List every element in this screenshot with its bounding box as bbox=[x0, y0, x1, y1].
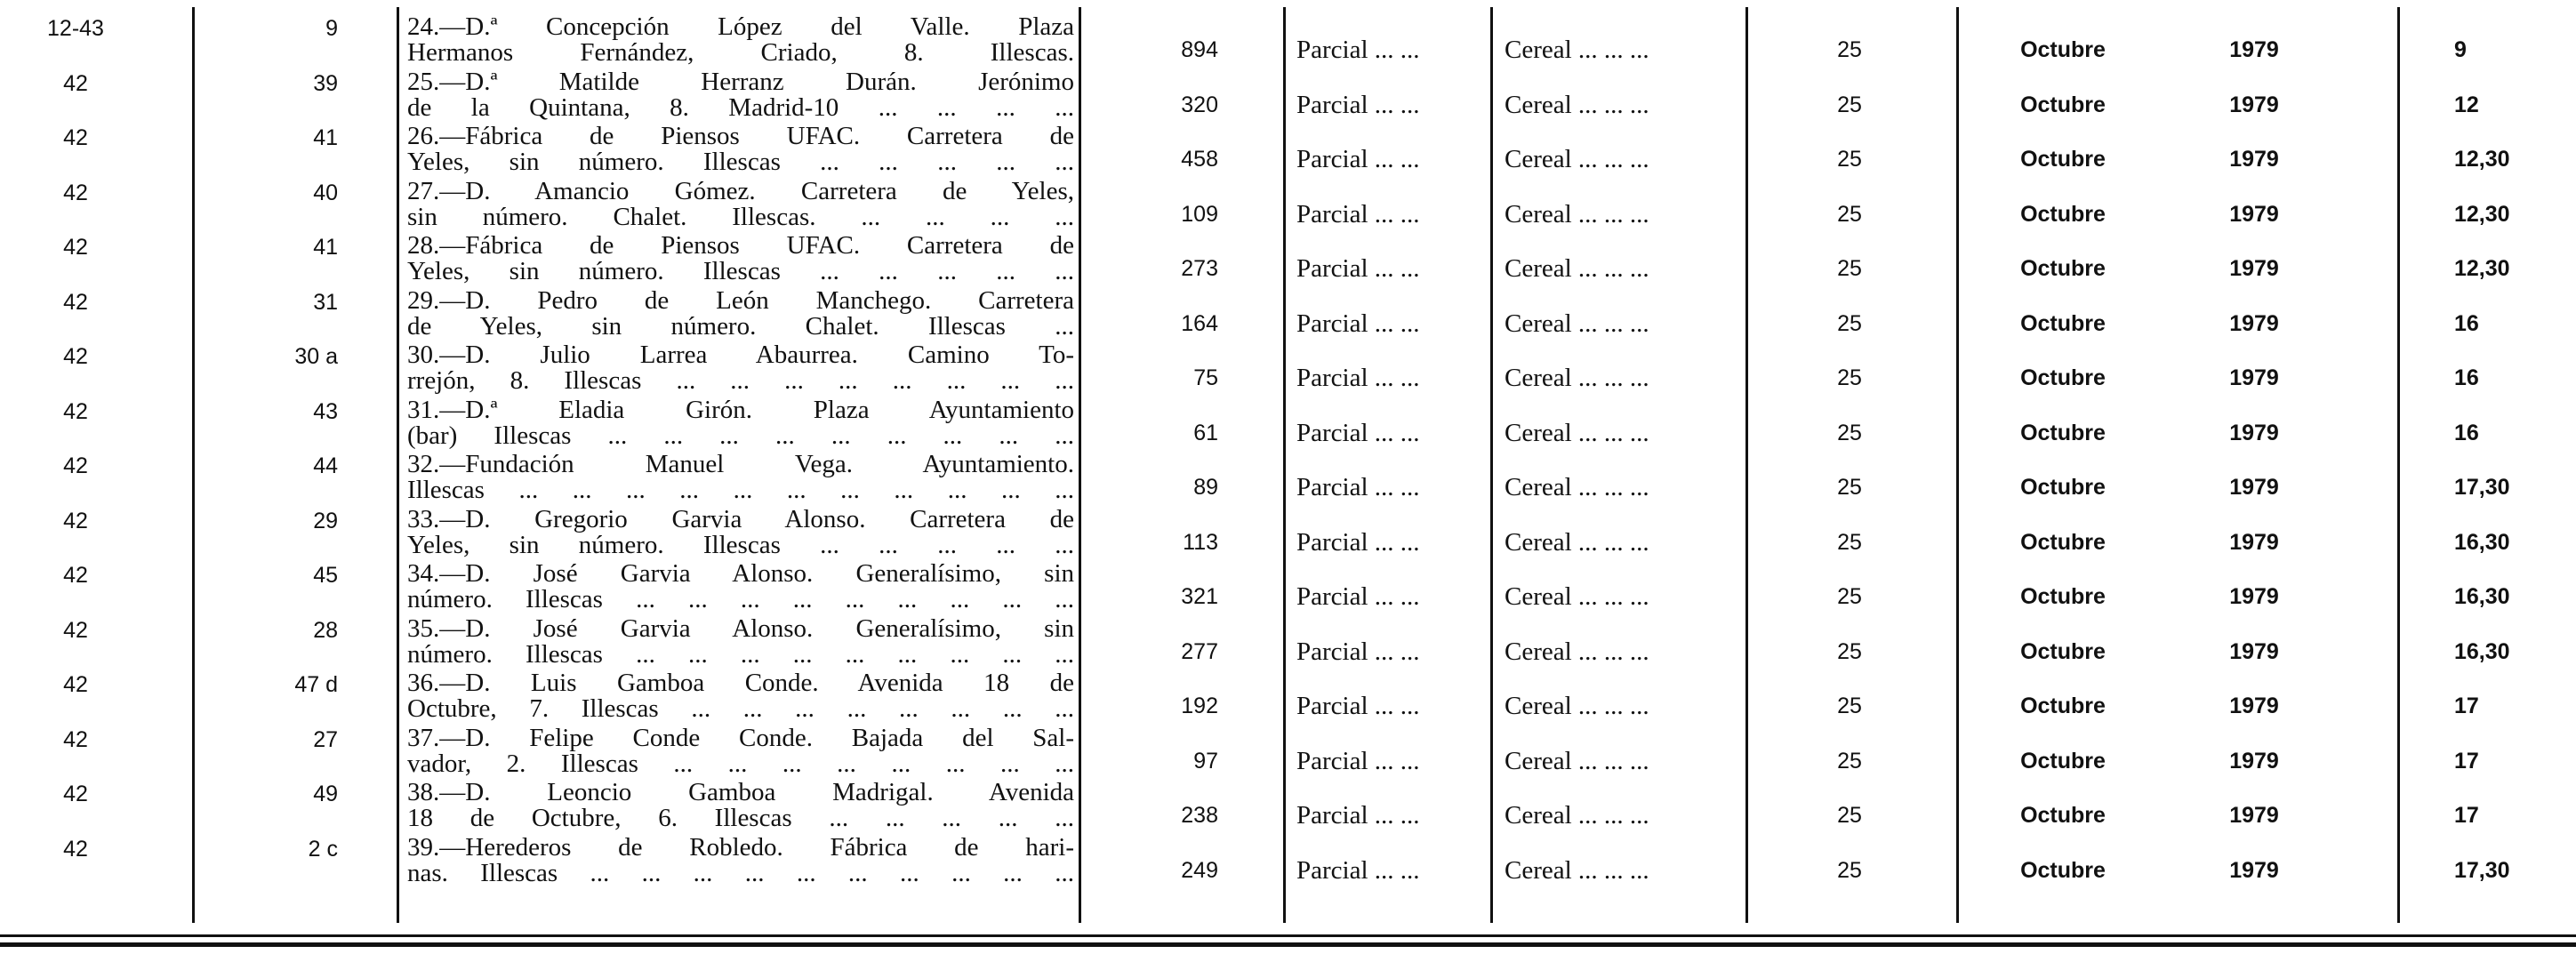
cell-cultivo: Cereal ... ... ... bbox=[1505, 527, 1649, 557]
cell-poligono: 42 bbox=[63, 70, 88, 96]
cell-poligono: 42 bbox=[63, 398, 88, 424]
cell-poligono: 12-43 bbox=[47, 16, 104, 41]
description-line: 18 de Octubre, 6. Illescas ... ... ... ... ... bbox=[407, 806, 1074, 831]
cell-poligono: 42 bbox=[63, 563, 88, 588]
cell-poligono: 42 bbox=[63, 180, 88, 205]
description-line: Yeles, sin número. Illescas ... ... ... ... ... bbox=[407, 259, 1074, 285]
cell-hora: 16,30 bbox=[2454, 638, 2510, 664]
description-line: (bar) Illescas ... ... ... ... ... ... ... ... ... bbox=[407, 422, 1074, 449]
cell-tipo: Parcial ... ... bbox=[1296, 199, 1420, 228]
cell-anio: 1979 bbox=[2229, 256, 2279, 281]
cell-dia: 25 bbox=[1837, 584, 1862, 609]
cell-description bbox=[407, 507, 1074, 558]
description-line: nas. Illescas ... ... ... ... ... ... ... ... ... ... bbox=[407, 860, 1074, 886]
cell-hora: 17 bbox=[2454, 803, 2479, 828]
cell-parcela: 43 bbox=[313, 398, 338, 424]
description-line: número. Illescas ... ... ... ... ... ... ... ... ... bbox=[407, 641, 1074, 668]
cell-cultivo: Cereal ... ... ... bbox=[1505, 90, 1649, 119]
cell-superficie: 320 bbox=[1181, 92, 1218, 117]
cell-tipo: Parcial ... ... bbox=[1296, 527, 1420, 557]
cell-dia: 25 bbox=[1837, 857, 1862, 883]
cell-description bbox=[407, 835, 1074, 886]
cell-parcela: 27 bbox=[313, 726, 338, 752]
cell-cultivo: Cereal ... ... ... bbox=[1505, 36, 1649, 64]
description-line: Yeles, sin número. Illescas ... ... ... ... ... bbox=[407, 532, 1074, 558]
cell-anio: 1979 bbox=[2229, 475, 2279, 500]
cell-tipo: Parcial ... ... bbox=[1296, 855, 1420, 885]
cell-cultivo: Cereal ... ... ... bbox=[1505, 418, 1649, 447]
cell-cultivo: Cereal ... ... ... bbox=[1505, 199, 1649, 228]
description-line: 37.—D. Felipe Conde Conde. Bajada del Sal- bbox=[407, 725, 1074, 751]
cell-hora: 16,30 bbox=[2454, 529, 2510, 555]
cell-poligono: 42 bbox=[63, 672, 88, 697]
cell-mes: Octubre bbox=[2020, 693, 2106, 718]
cell-tipo: Parcial ... ... bbox=[1296, 582, 1420, 611]
cell-tipo: Parcial ... ... bbox=[1296, 692, 1420, 720]
cell-tipo: Parcial ... ... bbox=[1296, 36, 1420, 64]
cell-tipo: Parcial ... ... bbox=[1296, 145, 1420, 173]
description-line: 33.—D. Gregorio Garvia Alonso. Carretera de bbox=[407, 506, 1074, 533]
description-line: 38.—D. Leoncio Gamboa Madrigal. Avenida bbox=[407, 780, 1074, 806]
cell-description bbox=[407, 780, 1074, 831]
cell-description bbox=[407, 69, 1074, 121]
cell-parcela: 31 bbox=[313, 289, 338, 315]
cell-dia: 25 bbox=[1837, 803, 1862, 828]
cell-anio: 1979 bbox=[2229, 529, 2279, 555]
cell-superficie: 109 bbox=[1181, 201, 1218, 227]
cell-mes: Octubre bbox=[2020, 803, 2106, 828]
cell-cultivo: Cereal ... ... ... bbox=[1505, 692, 1649, 720]
cell-description bbox=[407, 342, 1074, 394]
cell-superficie: 89 bbox=[1193, 475, 1218, 500]
cell-hora: 16 bbox=[2454, 365, 2479, 390]
cell-tipo: Parcial ... ... bbox=[1296, 746, 1420, 775]
cell-anio: 1979 bbox=[2229, 693, 2279, 718]
cell-description bbox=[407, 670, 1074, 722]
column-rule bbox=[1079, 7, 1081, 923]
cell-description bbox=[407, 124, 1074, 175]
cell-parcela: 47 d bbox=[294, 672, 338, 697]
description-line: de Yeles, sin número. Chalet. Illescas ... bbox=[407, 313, 1074, 340]
cell-tipo: Parcial ... ... bbox=[1296, 90, 1420, 119]
cell-anio: 1979 bbox=[2229, 201, 2279, 227]
cell-description bbox=[407, 452, 1074, 503]
description-line: Illescas ... ... ... ... ... ... ... ... ... ... ... bbox=[407, 477, 1074, 503]
column-rule bbox=[2397, 7, 2400, 923]
cell-anio: 1979 bbox=[2229, 638, 2279, 664]
cell-dia: 25 bbox=[1837, 638, 1862, 664]
cell-mes: Octubre bbox=[2020, 365, 2106, 390]
cell-superficie: 458 bbox=[1181, 147, 1218, 172]
description-line: 24.—D.ª Concepción López del Valle. Plaza bbox=[407, 14, 1074, 40]
cell-description bbox=[407, 726, 1074, 777]
cell-cultivo: Cereal ... ... ... bbox=[1505, 309, 1649, 338]
cell-mes: Octubre bbox=[2020, 37, 2106, 62]
cell-description bbox=[407, 397, 1074, 449]
cell-mes: Octubre bbox=[2020, 256, 2106, 281]
cell-poligono: 42 bbox=[63, 782, 88, 806]
cell-mes: Octubre bbox=[2020, 638, 2106, 664]
cell-anio: 1979 bbox=[2229, 147, 2279, 172]
cell-anio: 1979 bbox=[2229, 37, 2279, 62]
cell-poligono: 42 bbox=[63, 453, 88, 478]
cell-parcela: 39 bbox=[313, 70, 338, 96]
cell-cultivo: Cereal ... ... ... bbox=[1505, 801, 1649, 830]
cell-dia: 25 bbox=[1837, 748, 1862, 774]
column-rule bbox=[192, 7, 195, 923]
cell-cultivo: Cereal ... ... ... bbox=[1505, 855, 1649, 885]
description-line: de la Quintana, 8. Madrid-10 ... ... ... ... bbox=[407, 94, 1074, 121]
cell-superficie: 894 bbox=[1181, 37, 1218, 62]
cell-parcela: 29 bbox=[313, 508, 338, 533]
cell-superficie: 321 bbox=[1181, 584, 1218, 609]
cell-dia: 25 bbox=[1837, 475, 1862, 500]
description-line: 29.—D. Pedro de León Manchego. Carretera bbox=[407, 287, 1074, 314]
cell-tipo: Parcial ... ... bbox=[1296, 364, 1420, 392]
cell-hora: 9 bbox=[2454, 37, 2467, 62]
cell-tipo: Parcial ... ... bbox=[1296, 254, 1420, 283]
cell-tipo: Parcial ... ... bbox=[1296, 801, 1420, 830]
cell-parcela: 30 a bbox=[294, 344, 338, 369]
cell-cultivo: Cereal ... ... ... bbox=[1505, 364, 1649, 392]
column-rule bbox=[1283, 7, 1286, 923]
cell-anio: 1979 bbox=[2229, 310, 2279, 336]
bottom-rule bbox=[0, 934, 2576, 937]
description-line: 31.—D.ª Eladia Girón. Plaza Ayuntamiento bbox=[407, 397, 1074, 423]
cell-poligono: 42 bbox=[63, 617, 88, 643]
cell-cultivo: Cereal ... ... ... bbox=[1505, 254, 1649, 283]
cell-anio: 1979 bbox=[2229, 584, 2279, 609]
cell-parcela: 41 bbox=[313, 235, 338, 260]
cell-mes: Octubre bbox=[2020, 748, 2106, 774]
cell-dia: 25 bbox=[1837, 147, 1862, 172]
cell-mes: Octubre bbox=[2020, 529, 2106, 555]
column-rule bbox=[1956, 7, 1959, 923]
description-line: número. Illescas ... ... ... ... ... ... ... ... ... bbox=[407, 587, 1074, 613]
description-line: Octubre, 7. Illescas ... ... ... ... ... ... ... ... bbox=[407, 696, 1074, 722]
cell-superficie: 273 bbox=[1181, 256, 1218, 281]
cell-parcela: 49 bbox=[313, 782, 338, 806]
cell-mes: Octubre bbox=[2020, 92, 2106, 117]
cell-superficie: 113 bbox=[1183, 529, 1218, 555]
description-line: sin número. Chalet. Illescas. ... ... ... ... bbox=[407, 204, 1074, 230]
cell-mes: Octubre bbox=[2020, 420, 2106, 445]
cell-parcela: 45 bbox=[313, 563, 338, 588]
cell-superficie: 97 bbox=[1193, 748, 1218, 774]
cell-dia: 25 bbox=[1837, 256, 1862, 281]
cell-hora: 12,30 bbox=[2454, 256, 2510, 281]
cell-description bbox=[407, 233, 1074, 285]
cell-poligono: 42 bbox=[63, 836, 88, 862]
cell-hora: 17 bbox=[2454, 748, 2479, 774]
cell-poligono: 42 bbox=[63, 344, 88, 369]
description-line: 27.—D. Amancio Gómez. Carretera de Yeles, bbox=[407, 178, 1074, 204]
cell-hora: 16 bbox=[2454, 310, 2479, 336]
cell-superficie: 277 bbox=[1181, 638, 1218, 664]
cell-cultivo: Cereal ... ... ... bbox=[1505, 637, 1649, 666]
cell-mes: Octubre bbox=[2020, 857, 2106, 883]
cell-superficie: 61 bbox=[1193, 420, 1218, 445]
cell-anio: 1979 bbox=[2229, 748, 2279, 774]
cell-hora: 12,30 bbox=[2454, 201, 2510, 227]
description-line: 28.—Fábrica de Piensos UFAC. Carretera de bbox=[407, 233, 1074, 259]
cell-cultivo: Cereal ... ... ... bbox=[1505, 746, 1649, 775]
cell-dia: 25 bbox=[1837, 37, 1862, 62]
cell-anio: 1979 bbox=[2229, 365, 2279, 390]
cell-poligono: 42 bbox=[63, 289, 88, 315]
cell-hora: 17,30 bbox=[2454, 857, 2510, 883]
cell-description bbox=[407, 179, 1074, 230]
cell-cultivo: Cereal ... ... ... bbox=[1505, 473, 1649, 501]
description-line: 26.—Fábrica de Piensos UFAC. Carretera de bbox=[407, 124, 1074, 149]
cell-cultivo: Cereal ... ... ... bbox=[1505, 582, 1649, 611]
cell-hora: 16 bbox=[2454, 420, 2479, 445]
cell-mes: Octubre bbox=[2020, 584, 2106, 609]
description-line: Hermanos Fernández, Criado, 8. Illescas. bbox=[407, 40, 1074, 66]
cell-superficie: 238 bbox=[1181, 803, 1218, 828]
cell-anio: 1979 bbox=[2229, 420, 2279, 445]
column-rule bbox=[1490, 7, 1493, 923]
description-line: rrejón, 8. Illescas ... ... ... ... ... ... ... ... bbox=[407, 368, 1074, 394]
description-line: 36.—D. Luis Gamboa Conde. Avenida 18 de bbox=[407, 670, 1074, 696]
cell-hora: 16,30 bbox=[2454, 584, 2510, 609]
cell-mes: Octubre bbox=[2020, 201, 2106, 227]
cell-hora: 17 bbox=[2454, 693, 2479, 718]
cell-poligono: 42 bbox=[63, 125, 88, 150]
description-line: 32.—Fundación Manuel Vega. Ayuntamiento. bbox=[407, 452, 1074, 477]
bottom-rule bbox=[0, 942, 2576, 947]
cell-tipo: Parcial ... ... bbox=[1296, 637, 1420, 666]
cell-dia: 25 bbox=[1837, 420, 1862, 445]
cell-dia: 25 bbox=[1837, 529, 1862, 555]
cell-anio: 1979 bbox=[2229, 92, 2279, 117]
cell-hora: 12,30 bbox=[2454, 147, 2510, 172]
cell-dia: 25 bbox=[1837, 365, 1862, 390]
cell-mes: Octubre bbox=[2020, 475, 2106, 500]
description-line: 25.—D.ª Matilde Herranz Durán. Jerónimo bbox=[407, 68, 1074, 95]
cell-description bbox=[407, 616, 1074, 668]
cell-superficie: 249 bbox=[1181, 857, 1218, 883]
cell-superficie: 75 bbox=[1193, 365, 1218, 390]
description-line: vador, 2. Illescas ... ... ... ... ... ... ... ... bbox=[407, 750, 1074, 777]
cell-dia: 25 bbox=[1837, 310, 1862, 336]
cell-description bbox=[407, 288, 1074, 340]
cell-superficie: 192 bbox=[1181, 693, 1218, 718]
description-line: 30.—D. Julio Larrea Abaurrea. Camino To- bbox=[407, 342, 1074, 368]
cell-cultivo: Cereal ... ... ... bbox=[1505, 145, 1649, 173]
cell-parcela: 40 bbox=[313, 180, 338, 205]
cell-parcela: 44 bbox=[313, 453, 338, 478]
cell-tipo: Parcial ... ... bbox=[1296, 309, 1420, 338]
column-rule bbox=[1745, 7, 1748, 923]
cell-parcela: 41 bbox=[313, 125, 338, 150]
description-line: 39.—Herederos de Robledo. Fábrica de hari- bbox=[407, 834, 1074, 861]
cell-description bbox=[407, 14, 1074, 66]
column-rule bbox=[397, 7, 399, 923]
description-line: Yeles, sin número. Illescas ... ... ... ... ... bbox=[407, 149, 1074, 175]
cell-parcela: 28 bbox=[313, 617, 338, 643]
cell-anio: 1979 bbox=[2229, 857, 2279, 883]
cell-superficie: 164 bbox=[1181, 310, 1218, 336]
cell-tipo: Parcial ... ... bbox=[1296, 418, 1420, 447]
cell-tipo: Parcial ... ... bbox=[1296, 473, 1420, 501]
cell-poligono: 42 bbox=[63, 508, 88, 533]
cell-description bbox=[407, 561, 1074, 613]
cell-dia: 25 bbox=[1837, 201, 1862, 227]
cell-anio: 1979 bbox=[2229, 803, 2279, 828]
cell-mes: Octubre bbox=[2020, 147, 2106, 172]
cell-dia: 25 bbox=[1837, 92, 1862, 117]
cell-poligono: 42 bbox=[63, 726, 88, 752]
cell-hora: 17,30 bbox=[2454, 475, 2510, 500]
cell-parcela: 9 bbox=[325, 16, 338, 41]
cell-dia: 25 bbox=[1837, 693, 1862, 718]
cell-poligono: 42 bbox=[63, 235, 88, 260]
description-line: 35.—D. José Garvia Alonso. Generalísimo, sin bbox=[407, 615, 1074, 642]
description-line: 34.—D. José Garvia Alonso. Generalísimo, sin bbox=[407, 561, 1074, 587]
cell-hora: 12 bbox=[2454, 92, 2479, 117]
cell-mes: Octubre bbox=[2020, 310, 2106, 336]
cell-parcela: 2 c bbox=[308, 836, 338, 862]
